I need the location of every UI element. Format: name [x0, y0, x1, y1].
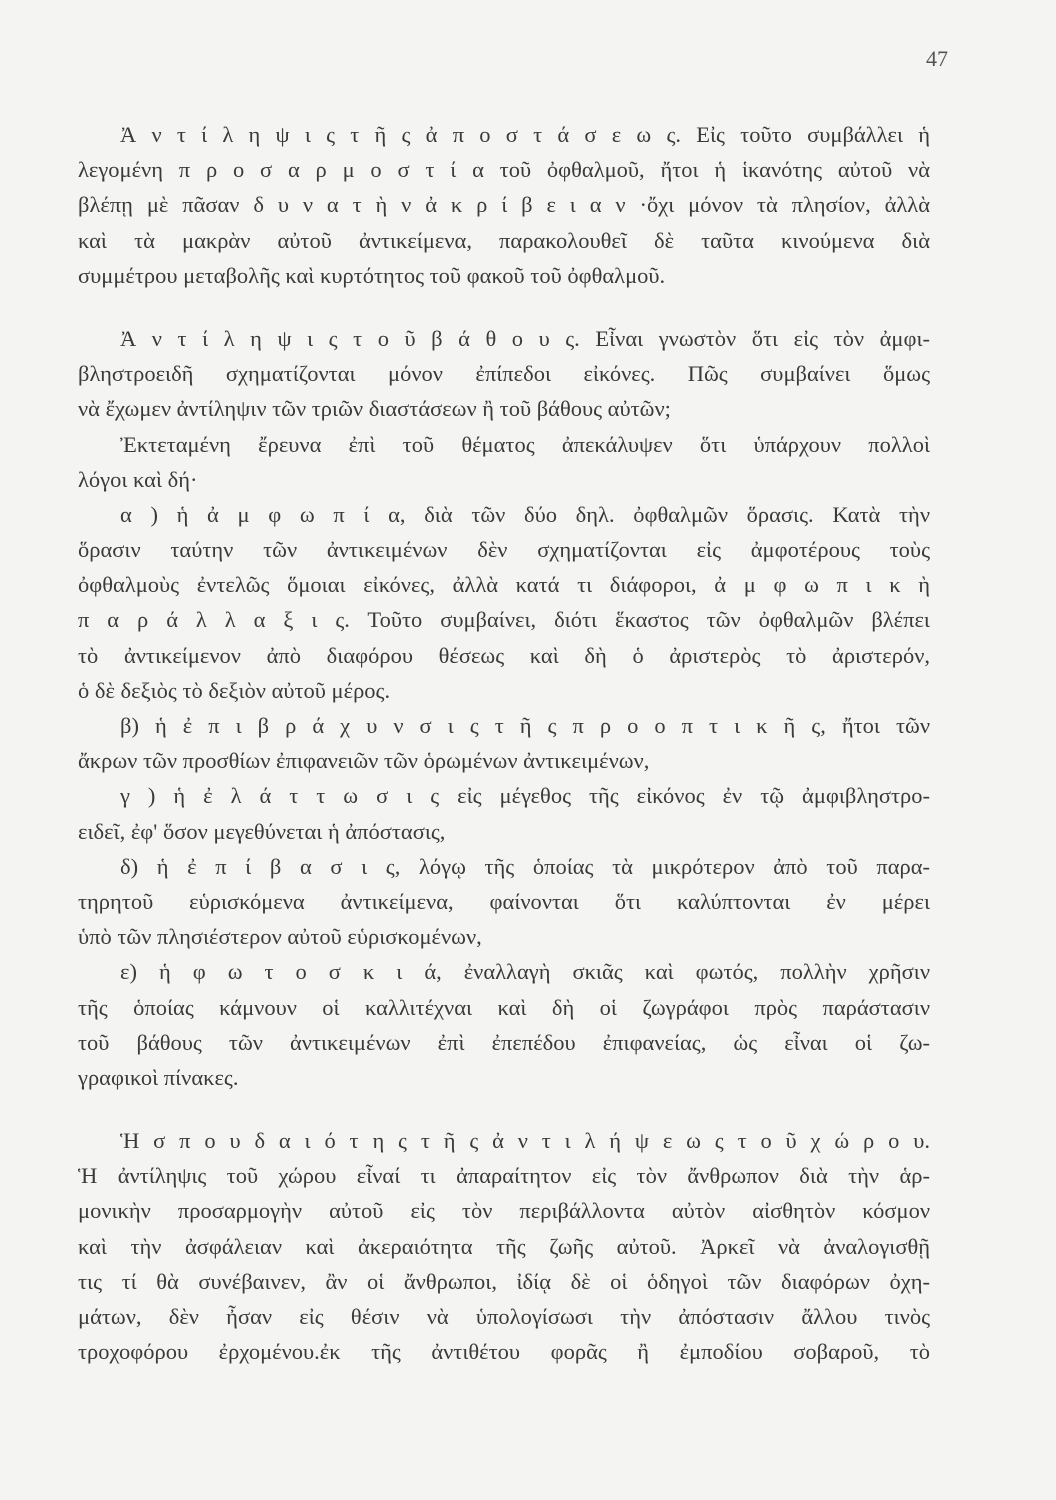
text-line: Ἀ ν τ ί λ η ψ ι ς τ ο ῦ β ά θ ο υ ς. Εἶναι γνωστὸν ὅτι εἰς τὸν ἀμφι-: [120, 325, 930, 351]
page-number: 47: [926, 46, 948, 71]
text-line: ὁ δὲ δεξιὸς τὸ δεξιὸν αὐτοῦ μέρος.: [78, 677, 391, 703]
text-line: μονικὴν προσαρμογὴν αὐτοῦ εἰς τὸν περιβάλλοντα αὐτὸν αἰσθητὸν κόσμον: [78, 1198, 930, 1224]
text-line: ὅρασιν ταύτην τῶν ἀντικειμένων δὲν σχηματίζονται εἰς ἀμφοτέρους τοὺς: [78, 537, 930, 563]
text-line: ειδεῖ, ἐφ' ὅσον μεγεθύνεται ἡ ἀπόστασις,: [78, 818, 446, 844]
text-line: τις τί θὰ συνέβαινεν, ἂν οἱ ἄνθρωποι, ἰδίᾳ δὲ οἱ ὁδηγοὶ τῶν διαφόρων ὀχη-: [78, 1268, 930, 1294]
text-line: π α ρ ά λ λ α ξ ι ς. Τοῦτο συμβαίνει, διότι ἕκαστος τῶν ὀφθαλμῶν βλέπει: [78, 607, 930, 633]
text-line: μάτων, δὲν ἦσαν εἰς θέσιν νὰ ὑπολογίσωσι τὴν ἀπόστασιν ἄλλου τινὸς: [78, 1304, 930, 1329]
body-text: [78, 117, 930, 1369]
text-line: α ) ἡ ἀ μ φ ω π ί α, διὰ τῶν δύο δηλ. ὀφθαλμῶν ὅρασις. Κατὰ τὴν: [120, 501, 930, 527]
text-line: βλέπῃ μὲ πᾶσαν δ υ ν α τ ὴ ν ἀ κ ρ ί β ε ι α ν ·ὄχι μόνον τὰ πλησίον, ἀλλὰ: [78, 192, 930, 218]
text-line: Ἀ ν τ ί λ η ψ ι ς τ ῆ ς ἀ π ο σ τ ά σ ε ω ς. Εἰς τοῦτο συμβάλλει ἡ: [120, 122, 930, 147]
text-line: β) ἡ ἐ π ι β ρ ά χ υ ν σ ι ς τ ῆ ς π ρ ο ο π τ ι κ ῆ ς, ἤτοι τῶν: [120, 713, 930, 738]
text-line: τοῦ βάθους τῶν ἀντικειμένων ἐπὶ ἐπεπέδου ἐπιφανείας, ὡς εἶναι οἱ ζω-: [78, 1029, 930, 1055]
text-line: γραφικοὶ πίνακες.: [78, 1064, 239, 1090]
text-line: βληστροειδῆ σχηματίζονται μόνον ἐπίπεδοι εἰκόνες. Πῶς συμβαίνει ὅμως: [78, 361, 930, 387]
text-line: λεγομένη π ρ ο σ α ρ μ ο σ τ ί α τοῦ ὀφθαλμοῦ, ἤτοι ἡ ἱκανότης αὐτοῦ νὰ: [78, 157, 930, 183]
text-line: τροχοφόρου ἐρχομένου.ἐκ τῆς ἀντιθέτου φορᾶς ἢ ἐμποδίου σοβαροῦ, τὸ: [78, 1339, 930, 1365]
text-line: τηρητοῦ εὑρισκόμενα ἀντικείμενα, φαίνονται ὅτι καλύπτονται ἐν μέρει: [78, 888, 930, 914]
text-line: νὰ ἔχωμεν ἀντίληψιν τῶν τριῶν διαστάσεων ἢ τοῦ βάθους αὐτῶν;: [78, 396, 671, 422]
text-line: καὶ τὰ μακρὰν αὐτοῦ ἀντικείμενα, παρακολουθεῖ δὲ ταῦτα κινούμενα διὰ: [78, 227, 930, 253]
text-line: Ἡ ἀντίληψις τοῦ χώρου εἶναί τι ἀπαραίτητον εἰς τὸν ἄνθρωπον διὰ τὴν ἁρ-: [78, 1163, 930, 1189]
text-line: ὑπὸ τῶν πλησιέστερον αὐτοῦ εὑρισκομένων,: [78, 924, 482, 950]
text-line: συμμέτρου μεταβολῆς καὶ κυρτότητος τοῦ φακοῦ τοῦ ὀφθαλμοῦ.: [78, 262, 666, 288]
text-line: καὶ τὴν ἀσφάλειαν καὶ ἀκεραιότητα τῆς ζωῆς αὐτοῦ. Ἀρκεῖ νὰ ἀναλογισθῇ: [78, 1233, 930, 1259]
text-line: ἄκρων τῶν προσθίων ἐπιφανειῶν τῶν ὁρωμένων ἀντικειμένων,: [78, 748, 650, 774]
text-line: γ ) ἡ ἐ λ ά τ τ ω σ ι ς εἰς μέγεθος τῆς εἰκόνος ἐν τῷ ἀμφιβληστρο-: [120, 783, 930, 809]
text-line: Ἡ σ π ο υ δ α ι ό τ η ς τ ῆ ς ἀ ν τ ι λ ή ψ ε ω ς τ ο ῦ χ ώ ρ ο υ.: [120, 1128, 930, 1154]
text-line: ὀφθαλμοὺς ἐντελῶς ὅμοιαι εἰκόνες, ἀλλὰ κατά τι διάφοροι, ἀ μ φ ω π ι κ ὴ: [78, 572, 930, 598]
text-line: δ) ἡ ἐ π ί β α σ ι ς, λόγῳ τῆς ὁποίας τὰ μικρότερον ἀπὸ τοῦ παρα-: [120, 853, 930, 879]
text-line: τῆς ὁποίας κάμνουν οἱ καλλιτέχναι καὶ δὴ οἱ ζωγράφοι πρὸς παράστασιν: [78, 994, 930, 1020]
text-line: Ἐκτεταμένη ἔρευνα ἐπὶ τοῦ θέματος ἀπεκάλυψεν ὅτι ὑπάρχουν πολλοὶ: [120, 431, 930, 457]
text-line: λόγοι καὶ δή·: [78, 466, 198, 492]
text-line: τὸ ἀντικείμενον ἀπὸ διαφόρου θέσεως καὶ δὴ ὁ ἀριστερὸς τὸ ἀριστερόν,: [78, 642, 930, 668]
text-line: ε) ἡ φ ω τ ο σ κ ι ά, ἐναλλαγὴ σκιᾶς καὶ φωτός, πολλὴν χρῆσιν: [120, 959, 930, 985]
